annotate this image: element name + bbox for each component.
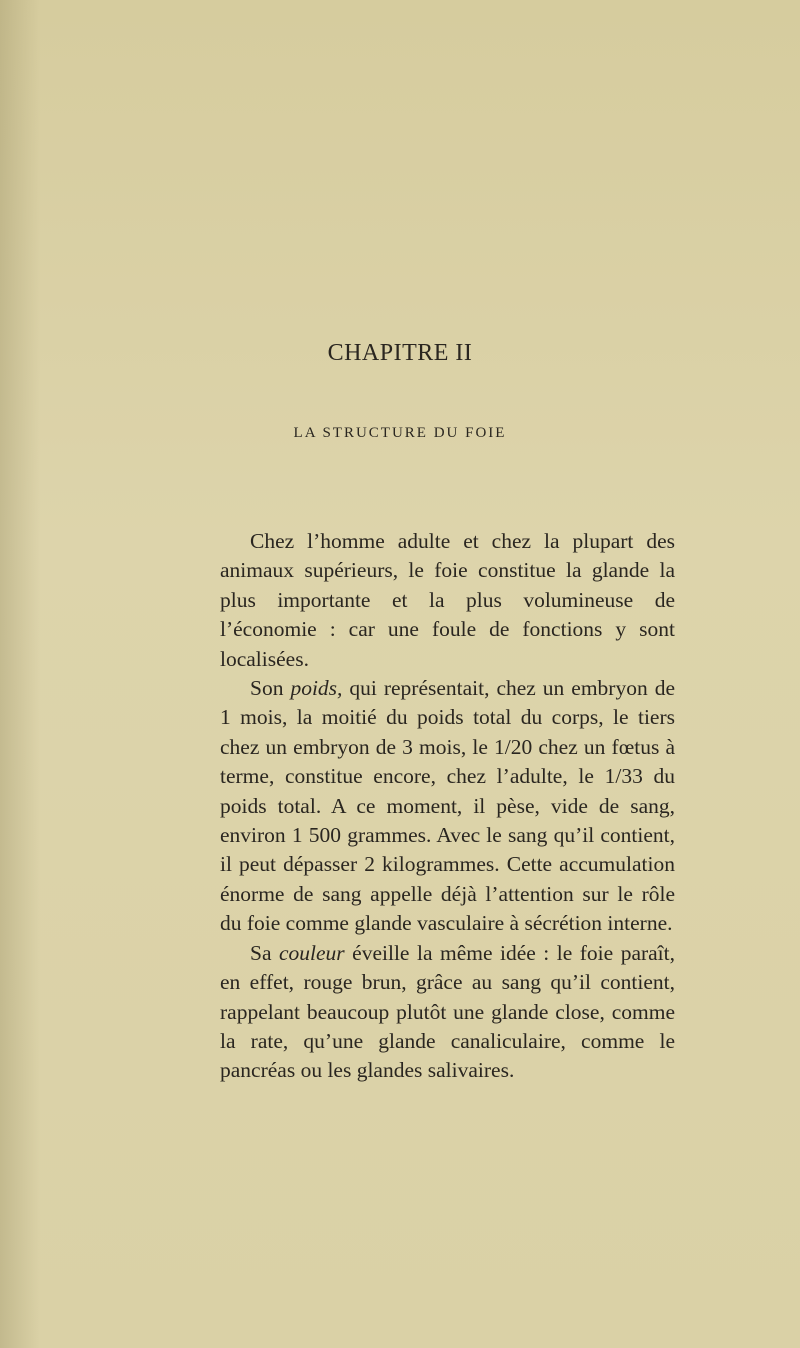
paragraph-3-text: éveille la même idée : le foie paraît, en effet, rouge brun, grâce au sang qu’il contient, rappelant beaucoup plutôt une glande close, comme la rate, qu’une glande canaliculaire, comme le pancréas ou les glandes salivaires.	[220, 940, 676, 1083]
chapter-title: CHAPITRE II	[327, 340, 473, 366]
paragraph-2-lead: Son	[250, 676, 291, 701]
paragraph-1: Chez l’homme adulte et chez la plupart des animaux supérieurs, le foie constitue la glande la plus importante et la plus volumineuse de l’économie : car une foule de fonctions y sont localisées.	[220, 529, 675, 671]
page-edge-shadow	[0, 0, 40, 1348]
paragraph-2	[220, 674, 675, 939]
paragraph-2-text: qui représentait, chez un embryon de 1 mois, la moitié du poids total du corps, le tiers chez un embryon de 3 mois, le 1/20 chez un fœtus à terme, constitue encore, chez l’adulte, le 1/33 du poids total. A ce moment, il pèse, vide de sang, environ 1 500 grammes. Avec le sang qu’il contient, il peut dépasser 2 kilogrammes. Cette accumulation énorme de sang appelle déjà l’attention sur le rôle du foie comme glande vasculaire à sécrétion interne.	[220, 676, 675, 936]
paragraph-3	[220, 939, 675, 1086]
paragraph-2-emphasis: poids,	[290, 676, 343, 701]
paragraph-3-lead: Sa	[250, 940, 279, 965]
paragraph-3-emphasis: couleur	[279, 940, 345, 965]
section-title: LA STRUCTURE DU FOIE	[293, 425, 507, 441]
body-text	[220, 527, 675, 1086]
